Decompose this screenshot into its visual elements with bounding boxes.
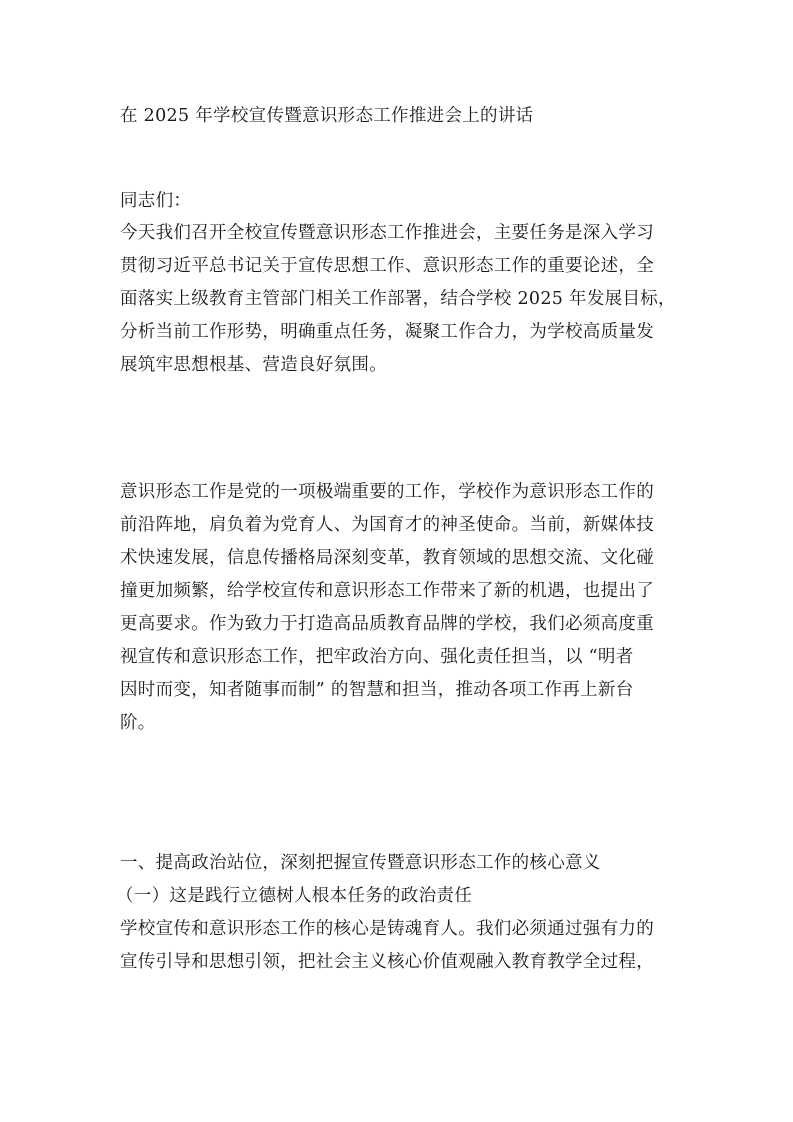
- salutation: 同志们：: [120, 191, 192, 211]
- paragraph-line: 前沿阵地，肩负着为党育人、为国育才的神圣使命。当前，新媒体技: [120, 515, 654, 535]
- paragraph-line: 贯彻习近平总书记关于宣传思想工作、意识形态工作的重要论述，全: [120, 256, 654, 276]
- document-title: 在 2025 年学校宣传暨意识形态工作推进会上的讲话: [120, 106, 534, 126]
- paragraph-line: 撞更加频繁，给学校宣传和意识形态工作带来了新的机遇，也提出了: [120, 581, 654, 601]
- section-subheading: （一）这是践行立德树人根本任务的政治责任: [116, 886, 472, 906]
- paragraph-line: 分析当前工作形势，明确重点任务，凝聚工作合力，为学校高质量发: [120, 322, 654, 342]
- paragraph-line: 视宣传和意识形态工作，把牢政治方向、强化责任担当，以 “明者: [120, 647, 634, 667]
- paragraph-line: 意识形态工作是党的一项极端重要的工作，学校作为意识形态工作的: [120, 482, 654, 502]
- paragraph-line: 阶。: [120, 713, 156, 733]
- paragraph-line: 更高要求。作为致力于打造高品质教育品牌的学校，我们必须高度重: [120, 614, 654, 634]
- paragraph-line: 术快速发展，信息传播格局深刻变革，教育领域的思想交流、文化碰: [120, 548, 654, 568]
- paragraph-line: 因时而变，知者随事而制” 的智慧和担当，推动各项工作再上新台: [120, 680, 634, 700]
- paragraph-line: 面落实上级教育主管部门相关工作部署，结合学校 2025 年发展目标，: [120, 289, 676, 309]
- paragraph-line: 宣传引导和思想引领，把社会主义核心价值观融入教育教学全过程，: [120, 952, 654, 972]
- paragraph-line: 学校宣传和意识形态工作的核心是铸魂育人。我们必须通过强有力的: [120, 919, 654, 939]
- section-heading: 一、提高政治站位，深刻把握宣传暨意识形态工作的核心意义: [120, 853, 601, 873]
- paragraph-line: 今天我们召开全校宣传暨意识形态工作推进会，主要任务是深入学习: [120, 223, 654, 243]
- paragraph-line: 展筑牢思想根基、营造良好氛围。: [120, 355, 387, 375]
